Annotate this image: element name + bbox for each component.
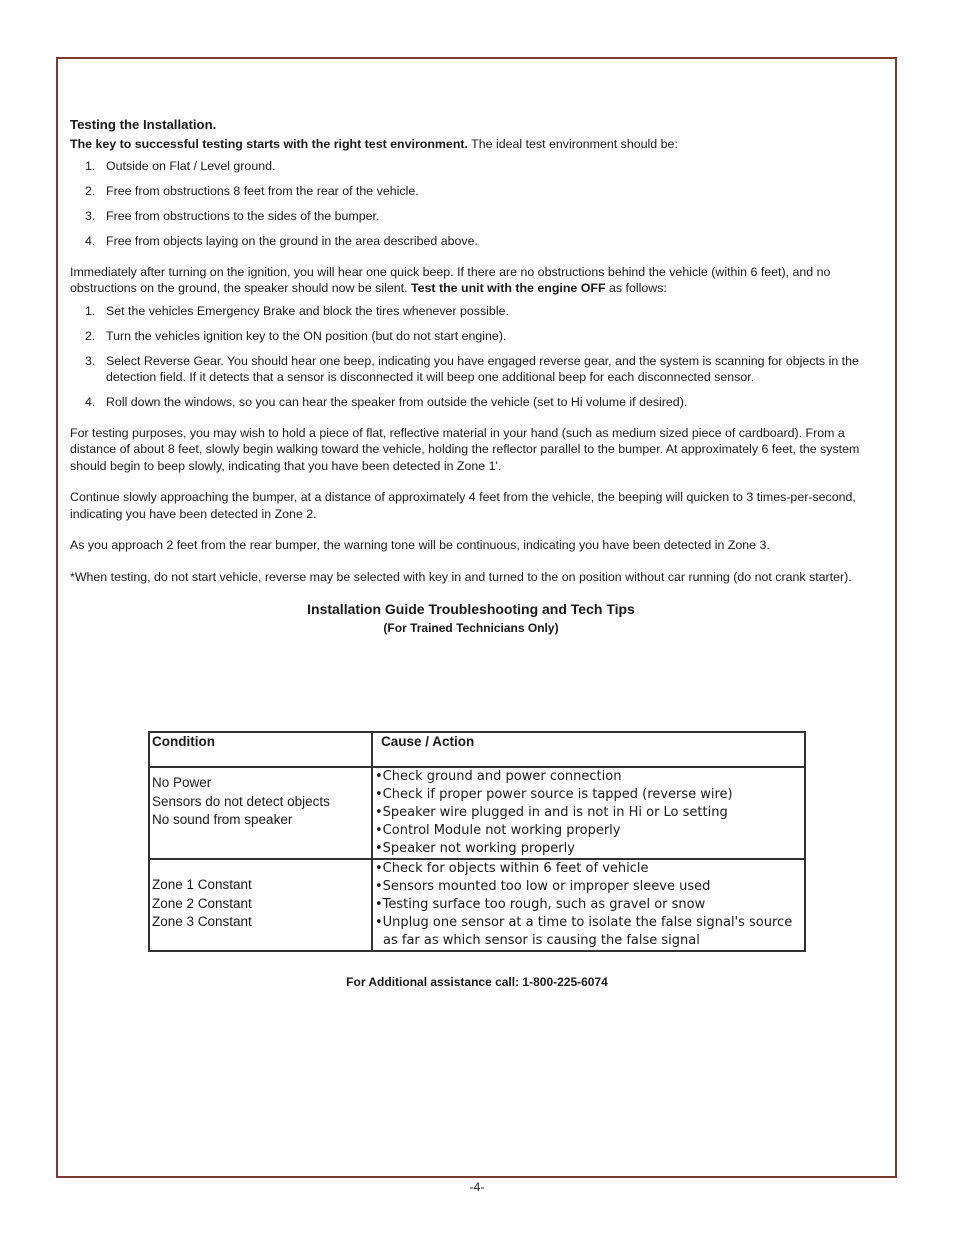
cause-item: •Testing surface too rough, such as gravel or snow [375, 897, 706, 912]
list-text: Roll down the windows, so you can hear the speaker from outside the vehicle (set to Hi volume if desired). [106, 395, 688, 409]
list-text: Turn the vehicles ignition key to the ON position (but do not start engine). [106, 328, 507, 343]
page-number: -4- [469, 1180, 485, 1194]
ignition-text: Immediately after turning on the ignition, you will hear one quick beep. If there are no obstructions behind the vehicle (within 6 feet), and no obstructions on the ground, the speaker should now be silent. [70, 264, 831, 295]
condition-cell [149, 859, 372, 951]
table-row [149, 767, 805, 859]
condition-item: Sensors do not detect objects [152, 793, 330, 809]
list-item [70, 353, 882, 386]
condition-cell [149, 767, 372, 859]
cause-item: as far as which sensor is causing the false signal [383, 933, 700, 948]
ignition-bold: Test the unit with the engine OFF [410, 281, 606, 295]
intro-paragraph [70, 136, 882, 153]
cause-item: •Speaker wire plugged in and is not in Hi or Lo setting [375, 805, 728, 820]
list-text: Free from objects laying on the ground in the area described above. [106, 234, 478, 248]
guide-title: Installation Guide Troubleshooting and Tech Tips [307, 601, 635, 617]
environment-list [70, 158, 882, 250]
list-number: 1. [85, 159, 96, 173]
list-text: Outside on Flat / Level ground. [106, 159, 276, 173]
cause-item: •Unplug one sensor at a time to isolate the false signal's source [375, 915, 793, 930]
condition-item: Zone 2 Constant [152, 895, 252, 911]
list-number: 4. [85, 234, 96, 248]
cause-cell [372, 767, 805, 859]
list-item [70, 394, 882, 411]
list-text: Free from obstructions 8 feet from the rear of the vehicle. [106, 184, 419, 198]
list-number: 3. [85, 353, 96, 368]
table-row [149, 859, 805, 951]
guide-subtitle: (For Trained Technicians Only) [383, 620, 559, 635]
condition-header: Condition [149, 732, 372, 767]
list-number: 2. [85, 328, 96, 343]
list-item [70, 183, 882, 200]
intro-bold: The key to successful testing starts with the right test environment. [70, 136, 468, 151]
testing-paragraph: For testing purposes, you may wish to hold a piece of flat, reflective material in your hand (such as medium sized piece of cardboard). From a distance of about 8 feet, slowly begin walking toward the vehicle, holding the reflector parallel to the bumper. At approximately 6 feet, the system should begin to beep slowly, indicating that you have been detected in Zone 1'. [70, 425, 860, 473]
condition-item: No Power [152, 775, 212, 790]
list-item [70, 208, 882, 225]
cause-cell [372, 859, 805, 951]
cause-item: •Check if proper power source is tapped (reverse wire) [375, 787, 733, 802]
zone3-paragraph: As you approach 2 feet from the rear bumper, the warning tone will be continuous, indicating you have been detected in Zone 3. [70, 538, 770, 552]
cause-item: •Check ground and power connection [375, 769, 622, 784]
assistance-line: For Additional assistance call: 1-800-225-6074 [346, 975, 608, 989]
list-text: Select Reverse Gear. You should hear one beep, indicating you have engaged reverse gear, and the system is scanning for objects in the detection field. If it detects that a sensor is disconnected it will beep one additional beep for each disconnected sensor. [106, 353, 859, 384]
troubleshooting-table [148, 731, 806, 952]
list-item [70, 158, 882, 175]
list-number: 4. [85, 395, 96, 409]
condition-item: Zone 1 Constant [152, 877, 252, 892]
list-item [70, 303, 882, 320]
intro-rest: The ideal test environment should be: [467, 136, 678, 151]
list-item [70, 328, 882, 345]
zone2-paragraph: Continue slowly approaching the bumper, at a distance of approximately 4 feet from the vehicle, the beeping will quicken to 3 times-per-second, indicating you have been detected in Zone 2. [70, 490, 856, 521]
list-text: Free from obstructions to the sides of the bumper. [106, 209, 380, 223]
list-number: 3. [85, 209, 96, 223]
cause-header: Cause / Action [372, 732, 805, 767]
list-number: 1. [85, 303, 96, 318]
condition-item: Zone 3 Constant [152, 914, 252, 929]
section-heading: Testing the Installation. [70, 117, 217, 132]
cause-item: •Speaker not working properly [375, 841, 575, 856]
cause-item: •Check for objects within 6 feet of vehicle [375, 861, 649, 876]
test-steps-list [70, 303, 882, 411]
document-body [70, 117, 882, 636]
table-header-row [149, 732, 805, 767]
list-item [70, 233, 882, 250]
condition-item: No sound from speaker [152, 812, 293, 827]
cause-item: •Control Module not working properly [375, 823, 621, 838]
ignition-paragraph [70, 264, 882, 297]
cause-item: •Sensors mounted too low or improper sleeve used [375, 879, 711, 894]
note-paragraph: *When testing, do not start vehicle, reverse may be selected with key in and turned to the on position without car running (do not crank starter). [70, 569, 852, 584]
list-text: Set the vehicles Emergency Brake and block the tires whenever possible. [106, 303, 509, 318]
list-number: 2. [85, 184, 96, 198]
ignition-text-end: as follows: [605, 281, 667, 295]
